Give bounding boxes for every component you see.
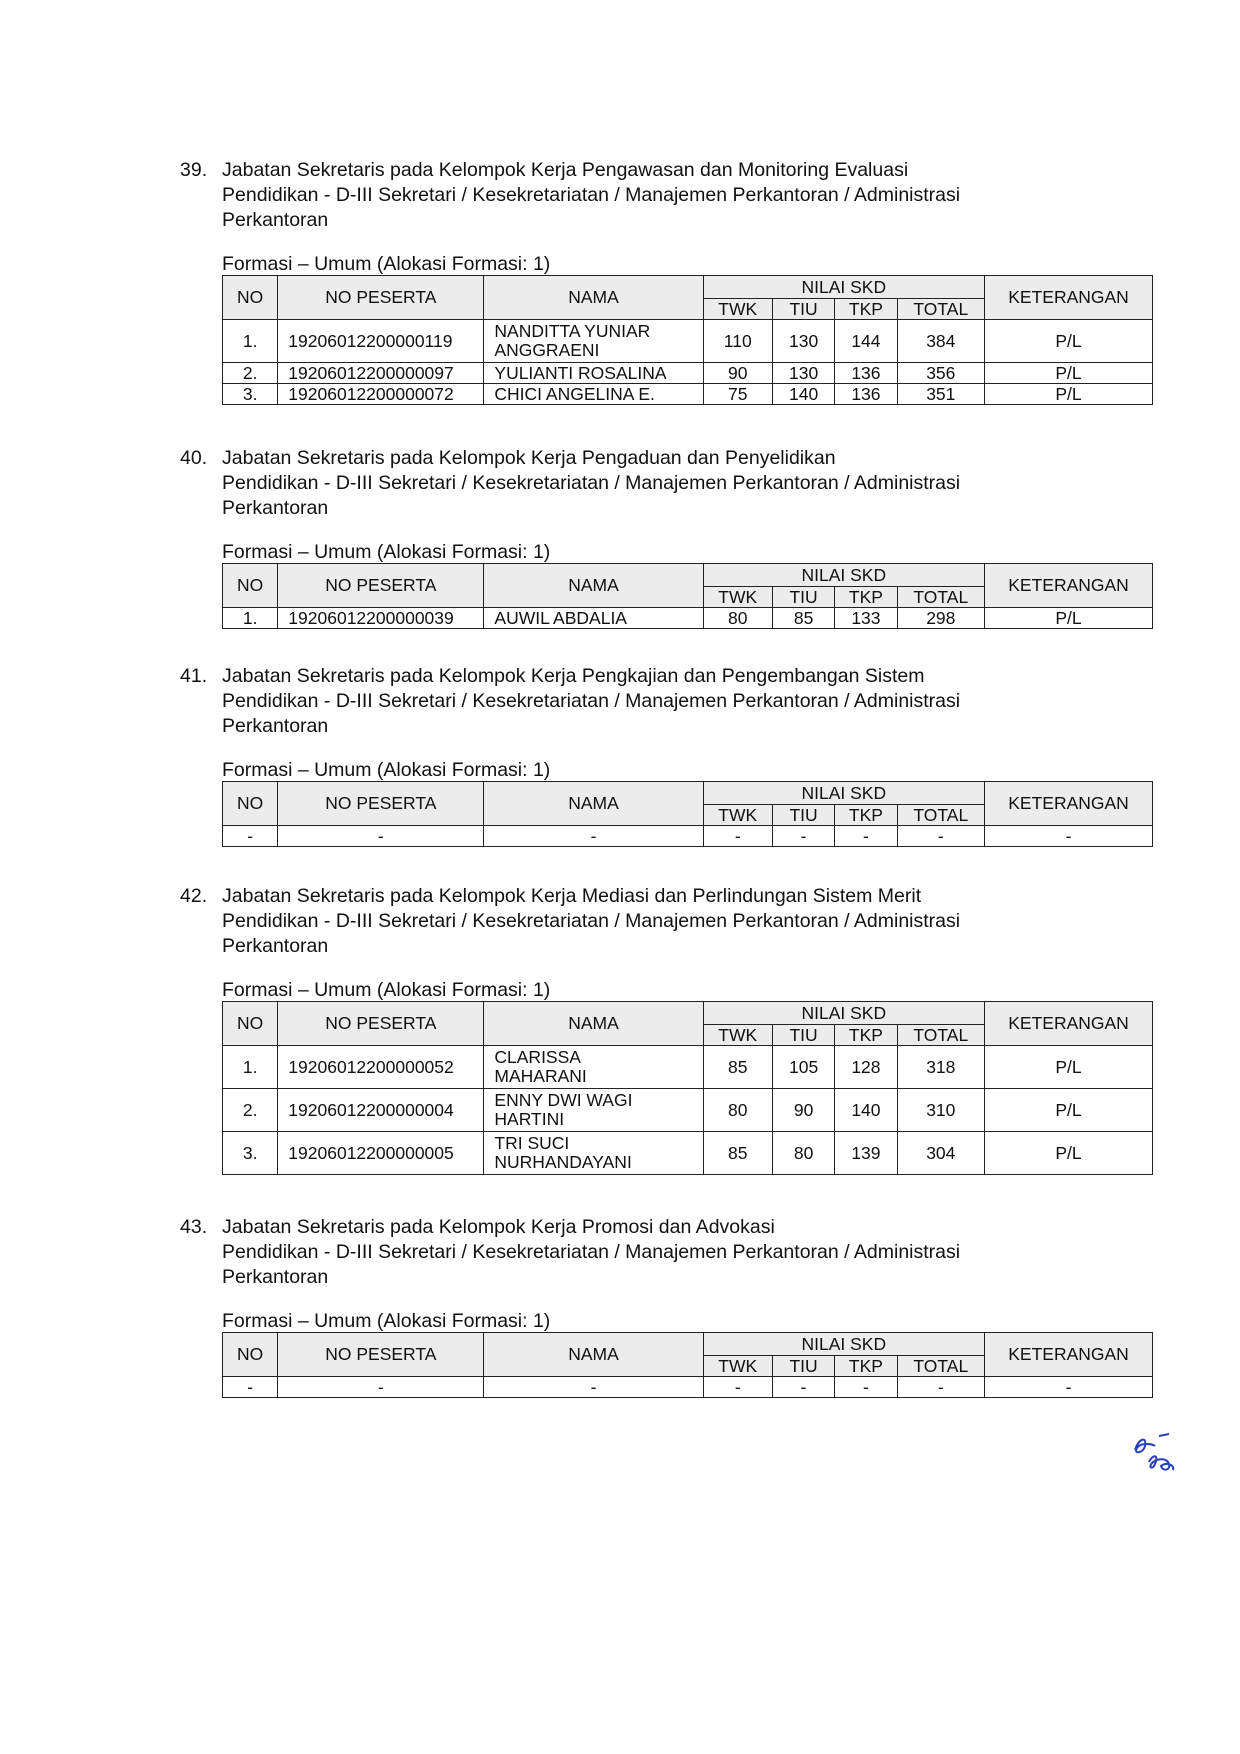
section-42 bbox=[180, 884, 1150, 1175]
results-table bbox=[222, 275, 1153, 405]
cell-tkp: 133 bbox=[835, 608, 897, 629]
cell-twk: - bbox=[703, 1377, 772, 1398]
cell-twk: 110 bbox=[703, 320, 772, 363]
nama-line-1: CLARISSA bbox=[494, 1047, 581, 1067]
cell-ket: P/L bbox=[985, 1089, 1153, 1132]
section-title bbox=[180, 1215, 1150, 1290]
cell-nama bbox=[484, 1377, 703, 1398]
section-title bbox=[180, 664, 1150, 739]
formasi-label: Formasi – Umum (Alokasi Formasi: 1) bbox=[222, 759, 551, 781]
cell-nama bbox=[484, 320, 703, 363]
header-nama: NAMA bbox=[484, 1002, 703, 1046]
cell-peserta: - bbox=[278, 826, 484, 847]
nama-line-1: NANDITTA YUNIAR bbox=[494, 321, 651, 341]
cell-nama bbox=[484, 384, 703, 405]
nama-line-1: YULIANTI ROSALINA bbox=[494, 362, 667, 383]
header-twk: TWK bbox=[703, 805, 772, 826]
section-number: 42. bbox=[180, 885, 208, 907]
header-keterangan: KETERANGAN bbox=[985, 782, 1153, 826]
cell-ket: P/L bbox=[985, 1046, 1153, 1089]
cell-ket: P/L bbox=[985, 1132, 1153, 1175]
table-row bbox=[223, 1046, 1153, 1089]
nama-line-1: TRI SUCI bbox=[494, 1133, 570, 1153]
cell-tkp: - bbox=[835, 1377, 897, 1398]
section-number: 39. bbox=[180, 159, 208, 181]
header-twk: TWK bbox=[703, 299, 772, 320]
nama-line-1: CHICI ANGELINA E. bbox=[494, 383, 655, 404]
cell-twk: 85 bbox=[703, 1046, 772, 1089]
header-nama: NAMA bbox=[484, 276, 703, 320]
cell-peserta: 19206012200000004 bbox=[278, 1089, 484, 1132]
cell-ket: P/L bbox=[985, 320, 1153, 363]
cell-peserta: 19206012200000119 bbox=[278, 320, 484, 363]
header-no: NO bbox=[223, 782, 278, 826]
table-row bbox=[223, 384, 1153, 405]
cell-total: 351 bbox=[897, 384, 984, 405]
header-keterangan: KETERANGAN bbox=[985, 564, 1153, 608]
table-row bbox=[223, 1132, 1153, 1175]
cell-tkp: 140 bbox=[835, 1089, 897, 1132]
cell-twk: 75 bbox=[703, 384, 772, 405]
cell-tiu: 140 bbox=[772, 384, 834, 405]
header-tkp: TKP bbox=[835, 299, 897, 320]
header-nilai-skd: NILAI SKD bbox=[703, 564, 984, 587]
nama-line-2: ANGGRAENI bbox=[494, 340, 600, 360]
nama-line-1: - bbox=[590, 1376, 597, 1397]
nama-line-2: NURHANDAYANI bbox=[494, 1152, 632, 1172]
header-keterangan: KETERANGAN bbox=[985, 1333, 1153, 1377]
header-no: NO bbox=[223, 1002, 278, 1046]
nama-line-1: - bbox=[590, 825, 597, 846]
table-row bbox=[223, 826, 1153, 847]
header-tkp: TKP bbox=[835, 1356, 897, 1377]
table-row bbox=[223, 1089, 1153, 1132]
header-twk: TWK bbox=[703, 1025, 772, 1046]
cell-tiu: 130 bbox=[772, 320, 834, 363]
cell-ket: P/L bbox=[985, 363, 1153, 384]
header-no-peserta: NO PESERTA bbox=[278, 276, 484, 320]
header-no-peserta: NO PESERTA bbox=[278, 782, 484, 826]
nama-line-1: ENNY DWI WAGI bbox=[494, 1090, 633, 1110]
cell-no: 1. bbox=[223, 1046, 278, 1089]
header-total: TOTAL bbox=[897, 1356, 984, 1377]
header-tiu: TIU bbox=[772, 1025, 834, 1046]
header-nilai-skd: NILAI SKD bbox=[703, 1002, 984, 1025]
header-no: NO bbox=[223, 1333, 278, 1377]
cell-peserta: 19206012200000039 bbox=[278, 608, 484, 629]
cell-tkp: 128 bbox=[835, 1046, 897, 1089]
cell-total: 384 bbox=[897, 320, 984, 363]
section-title-line1: Jabatan Sekretaris pada Kelompok Kerja Pengaduan dan Penyelidikan bbox=[222, 447, 836, 469]
cell-tkp: 136 bbox=[835, 384, 897, 405]
cell-peserta: - bbox=[278, 1377, 484, 1398]
section-title bbox=[180, 158, 1150, 233]
header-no: NO bbox=[223, 276, 278, 320]
cell-nama bbox=[484, 363, 703, 384]
header-tiu: TIU bbox=[772, 299, 834, 320]
cell-no: 1. bbox=[223, 608, 278, 629]
cell-tiu: - bbox=[772, 1377, 834, 1398]
table-row bbox=[223, 320, 1153, 363]
table-row bbox=[223, 363, 1153, 384]
section-title bbox=[180, 446, 1150, 521]
section-title-line1: Jabatan Sekretaris pada Kelompok Kerja Promosi dan Advokasi bbox=[222, 1216, 775, 1238]
formasi-label: Formasi – Umum (Alokasi Formasi: 1) bbox=[222, 1310, 551, 1332]
cell-total: - bbox=[897, 826, 984, 847]
cell-peserta: 19206012200000097 bbox=[278, 363, 484, 384]
header-keterangan: KETERANGAN bbox=[985, 276, 1153, 320]
cell-no: 2. bbox=[223, 363, 278, 384]
cell-peserta: 19206012200000052 bbox=[278, 1046, 484, 1089]
section-number: 43. bbox=[180, 1216, 208, 1238]
cell-nama bbox=[484, 1046, 703, 1089]
cell-nama bbox=[484, 1089, 703, 1132]
cell-nama bbox=[484, 1132, 703, 1175]
cell-ket: P/L bbox=[985, 608, 1153, 629]
cell-ket: - bbox=[985, 826, 1153, 847]
cell-nama bbox=[484, 826, 703, 847]
cell-ket: - bbox=[985, 1377, 1153, 1398]
cell-tiu: 105 bbox=[772, 1046, 834, 1089]
header-tkp: TKP bbox=[835, 1025, 897, 1046]
cell-no: 1. bbox=[223, 320, 278, 363]
cell-tkp: 136 bbox=[835, 363, 897, 384]
section-title-line2: Pendidikan - D-III Sekretari / Kesekretariatan / Manajemen Perkantoran / Administrasi bbox=[222, 1241, 961, 1263]
results-table bbox=[222, 563, 1153, 629]
cell-tiu: 80 bbox=[772, 1132, 834, 1175]
section-40 bbox=[180, 446, 1150, 629]
cell-total: 318 bbox=[897, 1046, 984, 1089]
section-title-line3: Perkantoran bbox=[222, 497, 329, 519]
cell-no: - bbox=[223, 1377, 278, 1398]
header-no-peserta: NO PESERTA bbox=[278, 1002, 484, 1046]
header-nama: NAMA bbox=[484, 1333, 703, 1377]
header-total: TOTAL bbox=[897, 587, 984, 608]
cell-peserta: 19206012200000005 bbox=[278, 1132, 484, 1175]
cell-no: 2. bbox=[223, 1089, 278, 1132]
cell-total: 310 bbox=[897, 1089, 984, 1132]
section-title-line3: Perkantoran bbox=[222, 209, 329, 231]
header-nama: NAMA bbox=[484, 782, 703, 826]
section-title-line2: Pendidikan - D-III Sekretari / Kesekretariatan / Manajemen Perkantoran / Administrasi bbox=[222, 184, 961, 206]
cell-total: - bbox=[897, 1377, 984, 1398]
header-total: TOTAL bbox=[897, 299, 984, 320]
cell-twk: - bbox=[703, 826, 772, 847]
cell-twk: 85 bbox=[703, 1132, 772, 1175]
header-total: TOTAL bbox=[897, 805, 984, 826]
section-title-line1: Jabatan Sekretaris pada Kelompok Kerja Pengkajian dan Pengembangan Sistem bbox=[222, 665, 925, 687]
section-title-line2: Pendidikan - D-III Sekretari / Kesekretariatan / Manajemen Perkantoran / Administrasi bbox=[222, 472, 961, 494]
header-tkp: TKP bbox=[835, 805, 897, 826]
section-title-line3: Perkantoran bbox=[222, 1266, 329, 1288]
header-twk: TWK bbox=[703, 587, 772, 608]
nama-line-2: HARTINI bbox=[494, 1109, 565, 1129]
cell-tkp: 139 bbox=[835, 1132, 897, 1175]
section-title-line1: Jabatan Sekretaris pada Kelompok Kerja Pengawasan dan Monitoring Evaluasi bbox=[222, 159, 909, 181]
handwritten-initials bbox=[1125, 1428, 1185, 1478]
cell-twk: 80 bbox=[703, 608, 772, 629]
nama-line-2: MAHARANI bbox=[494, 1066, 587, 1086]
section-title-line1: Jabatan Sekretaris pada Kelompok Kerja Mediasi dan Perlindungan Sistem Merit bbox=[222, 885, 922, 907]
section-title-line2: Pendidikan - D-III Sekretari / Kesekretariatan / Manajemen Perkantoran / Administrasi bbox=[222, 690, 961, 712]
header-tiu: TIU bbox=[772, 1356, 834, 1377]
header-nilai-skd: NILAI SKD bbox=[703, 276, 984, 299]
cell-tiu: - bbox=[772, 826, 834, 847]
cell-tiu: 90 bbox=[772, 1089, 834, 1132]
cell-tiu: 130 bbox=[772, 363, 834, 384]
section-43 bbox=[180, 1215, 1150, 1398]
header-tiu: TIU bbox=[772, 587, 834, 608]
cell-no: 3. bbox=[223, 384, 278, 405]
cell-no: 3. bbox=[223, 1132, 278, 1175]
cell-nama bbox=[484, 608, 703, 629]
cell-tiu: 85 bbox=[772, 608, 834, 629]
section-title-line3: Perkantoran bbox=[222, 715, 329, 737]
header-nilai-skd: NILAI SKD bbox=[703, 1333, 984, 1356]
cell-ket: P/L bbox=[985, 384, 1153, 405]
header-nilai-skd: NILAI SKD bbox=[703, 782, 984, 805]
header-tkp: TKP bbox=[835, 587, 897, 608]
header-twk: TWK bbox=[703, 1356, 772, 1377]
results-table bbox=[222, 781, 1153, 847]
table-row bbox=[223, 1377, 1153, 1398]
cell-total: 298 bbox=[897, 608, 984, 629]
section-title-line2: Pendidikan - D-III Sekretari / Kesekretariatan / Manajemen Perkantoran / Administrasi bbox=[222, 910, 961, 932]
formasi-label: Formasi – Umum (Alokasi Formasi: 1) bbox=[222, 253, 551, 275]
section-39 bbox=[180, 158, 1150, 405]
cell-twk: 80 bbox=[703, 1089, 772, 1132]
results-table bbox=[222, 1001, 1153, 1175]
cell-total: 356 bbox=[897, 363, 984, 384]
section-number: 41. bbox=[180, 665, 208, 687]
header-no-peserta: NO PESERTA bbox=[278, 1333, 484, 1377]
section-number: 40. bbox=[180, 447, 208, 469]
results-table bbox=[222, 1332, 1153, 1398]
cell-tkp: - bbox=[835, 826, 897, 847]
cell-tkp: 144 bbox=[835, 320, 897, 363]
header-total: TOTAL bbox=[897, 1025, 984, 1046]
header-tiu: TIU bbox=[772, 805, 834, 826]
header-no: NO bbox=[223, 564, 278, 608]
header-no-peserta: NO PESERTA bbox=[278, 564, 484, 608]
section-title-line3: Perkantoran bbox=[222, 935, 329, 957]
cell-total: 304 bbox=[897, 1132, 984, 1175]
header-nama: NAMA bbox=[484, 564, 703, 608]
cell-no: - bbox=[223, 826, 278, 847]
formasi-label: Formasi – Umum (Alokasi Formasi: 1) bbox=[222, 979, 551, 1001]
section-41 bbox=[180, 664, 1150, 847]
header-keterangan: KETERANGAN bbox=[985, 1002, 1153, 1046]
nama-line-1: AUWIL ABDALIA bbox=[494, 607, 627, 628]
section-title bbox=[180, 884, 1150, 959]
cell-twk: 90 bbox=[703, 363, 772, 384]
table-row bbox=[223, 608, 1153, 629]
cell-peserta: 19206012200000072 bbox=[278, 384, 484, 405]
formasi-label: Formasi – Umum (Alokasi Formasi: 1) bbox=[222, 541, 551, 563]
